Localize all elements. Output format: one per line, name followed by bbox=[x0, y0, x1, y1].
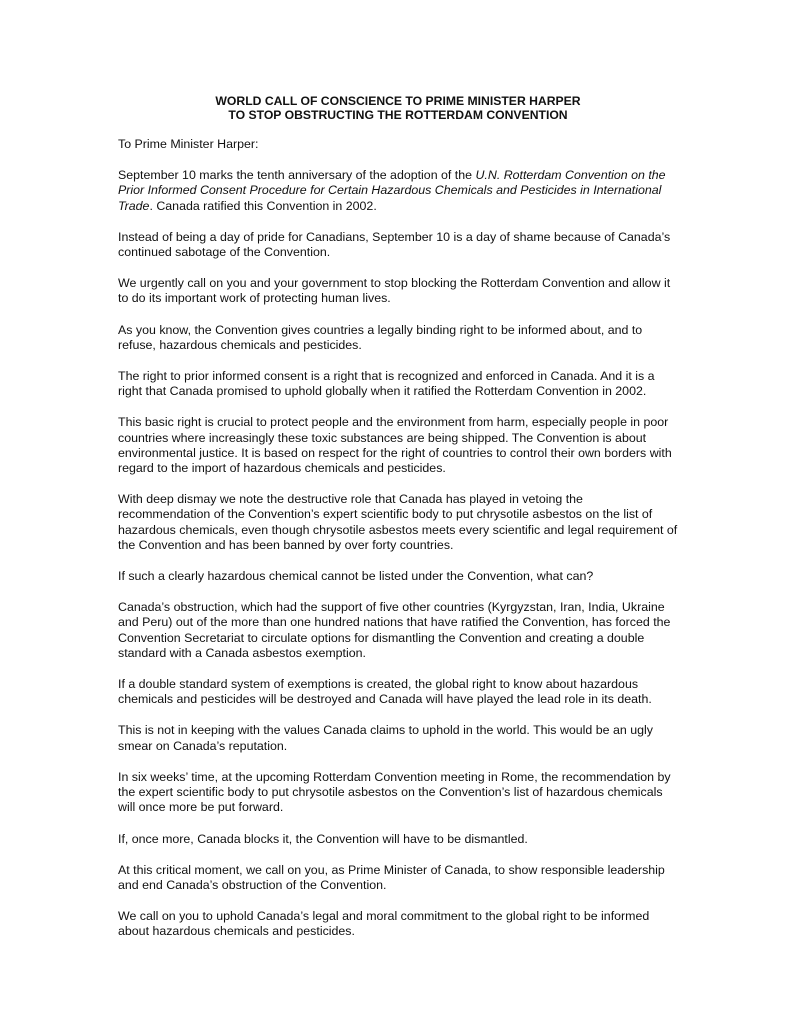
paragraph-5: The right to prior informed consent is a right that is recognized and enforced in Canada. And it is a right that Canada promised to uphold globally when it ratified the Rotterdam Convention in 2002. bbox=[118, 369, 655, 399]
paragraph-7: With deep dismay we note the destructive role that Canada has played in vetoing the recommendation of the Convention’s expert scientific body to put chrysotile asbestos on the list of hazardous chemicals, even though chrysotile asbestos meets every scientific and legal requirement of the Convention and has been banned by over forty countries. bbox=[118, 492, 678, 552]
paragraph-15: We call on you to uphold Canada’s legal and moral commitment to the global right to be informed about hazardous chemicals and pesticides. bbox=[118, 909, 650, 939]
paragraph-2: Instead of being a day of pride for Canadians, September 10 is a day of shame because of Canada’s continued sabotage of the Convention. bbox=[118, 229, 671, 260]
paragraph-8: If such a clearly hazardous chemical cannot be listed under the Convention, what can? bbox=[118, 569, 594, 584]
paragraph-10: If a double standard system of exemptions is created, the global right to know about hazardous chemicals and pesticides will be destroyed and Canada will have played the lead role in its death. bbox=[118, 677, 652, 707]
paragraph-12: In six weeks’ time, at the upcoming Rotterdam Convention meeting in Rome, the recommendation by the expert scientific body to put chrysotile asbestos on the Convention’s list of hazardous chemicals will once more be put forward. bbox=[118, 769, 671, 815]
paragraph-6: This basic right is crucial to protect people and the environment from harm, especially people in poor countries where increasingly these toxic substances are being shipped. The Convention is about environmental justice. It is based on respect for the right of countries to control their own borders with regard to the import of hazardous chemicals and pesticides. bbox=[118, 415, 672, 476]
convention-full-name: U.N. Rotterdam Convention on the Prior Informed Consent Procedure for Certain Hazardous Chemicals and Pesticides in International Trade bbox=[118, 168, 666, 213]
letter-title bbox=[118, 94, 678, 122]
paragraph-1-after: . Canada ratified this Convention in 2002. bbox=[149, 198, 377, 213]
salutation: To Prime Minister Harper: bbox=[118, 137, 259, 151]
paragraph-1-before: September 10 marks the tenth anniversary of the adoption of the bbox=[118, 168, 476, 183]
letter-page bbox=[118, 94, 678, 956]
paragraph-13: If, once more, Canada blocks it, the Convention will have to be dismantled. bbox=[118, 831, 528, 846]
title-line-2: TO STOP OBSTRUCTING THE ROTTERDAM CONVENTION bbox=[228, 108, 568, 122]
paragraph-11: This is not in keeping with the values Canada claims to uphold in the world. This would be an ugly smear on Canada’s reputation. bbox=[118, 723, 653, 753]
paragraph-3: We urgently call on you and your government to stop blocking the Rotterdam Convention and allow it to do its important work of protecting human lives. bbox=[118, 276, 671, 306]
paragraph-9: Canada’s obstruction, which had the support of five other countries (Kyrgyzstan, Iran, India, Ukraine and Peru) out of the more than one hundred nations that have ratified the Convention, has forced the Convention Secretariat to circulate options for dismantling the Convention and creating a double standard with a Canada asbestos exemption. bbox=[118, 600, 671, 660]
title-line-1: WORLD CALL OF CONSCIENCE TO PRIME MINISTER HARPER bbox=[215, 94, 581, 108]
paragraph-4: As you know, the Convention gives countries a legally binding right to be informed about, and to refuse, hazardous chemicals and pesticides. bbox=[118, 322, 643, 352]
paragraph-1 bbox=[118, 168, 678, 214]
paragraph-14: At this critical moment, we call on you, as Prime Minister of Canada, to show responsible leadership and end Canada’s obstruction of the Convention. bbox=[118, 862, 665, 892]
